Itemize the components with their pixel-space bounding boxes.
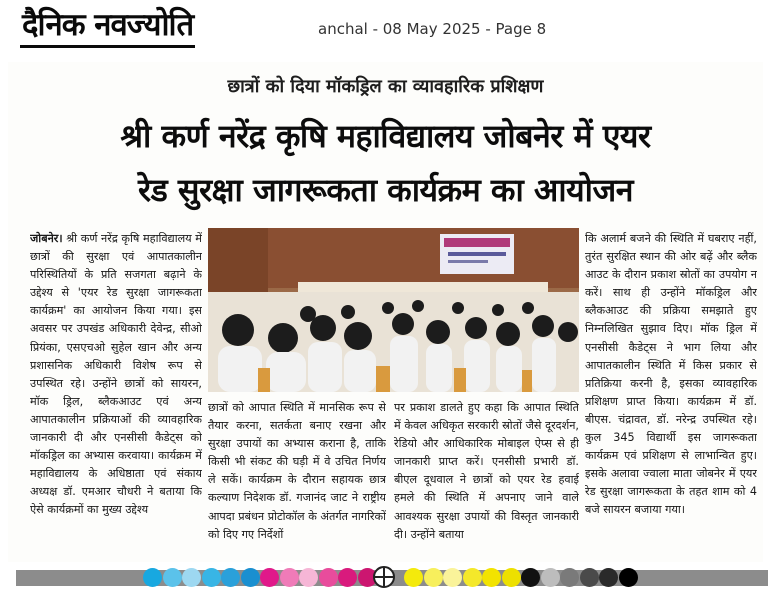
article-column-3: पर प्रकाश डालते हुए कहा कि आपात स्थिति में केवल अधिकृत सरकारी स्रोतों जैसे दूरदर्शन, रेडियो और आधिकारिक मोबाइल ऐप्स से ही जानकारी प्राप्त करें। एनसीसी प्रभारी डॉ. बीएल दूधवाल ने छात्रों को एयर रेड हवाई हमले की स्थिति में अपनाए जाने वाले आवश्यक सुरक्षा उपायों की विस्तृत जानकारी दी। उन्होंने बताया: [394, 401, 579, 541]
calibration-dot: [221, 568, 240, 587]
calibration-dot: [424, 568, 443, 587]
calibration-dot: [502, 568, 521, 587]
edition-label: anchal - 08 May 2025 - Page 8: [318, 20, 547, 38]
auditorium-photo-graphic: [208, 228, 579, 392]
calibration-dot: [163, 568, 182, 587]
calibration-dot: [319, 568, 338, 587]
newspaper-logo: दैनिक नवज्योति: [20, 5, 195, 48]
calibration-dot: [338, 568, 357, 587]
article-photo: [208, 228, 579, 392]
calibration-dot: [521, 568, 540, 587]
calibration-dot: [560, 568, 579, 587]
headline-line-1: श्री कर्ण नरेंद्र कृषि महाविद्यालय जोबनेर में एयर: [120, 117, 651, 155]
calibration-dot: [580, 568, 599, 587]
color-calibration-bar: [0, 562, 768, 615]
calibration-dot: [443, 568, 462, 587]
calibration-dot: [482, 568, 501, 587]
article-kicker: छात्रों को दिया मॉकड्रिल का व्यावहारिक प्रशिक्षण: [227, 76, 544, 97]
calibration-dot: [541, 568, 560, 587]
calibration-dot: [260, 568, 279, 587]
headline-line-2: रेड सुरक्षा जागरूकता कार्यक्रम का आयोजन: [138, 171, 633, 209]
column-1-text: श्री कर्ण नरेंद्र कृषि महाविद्यालय में छात्रों की सुरक्षा एवं आपातकालीन परिस्थितियों के प्रति सजगता बढ़ाने के उद्देश्य से 'एयर रेड सुरक्षा जागरूकता कार्यक्रम' का आयोजन किया गया। इस अवसर पर उपखंड अधिकारी देवेन्द्र, सीओ प्रियंका, एसएचओ सुहेल खान और अन्य प्रशासनिक अधिकारी विशेष रूप से उपस्थित रहे। उन्होंने छात्रों को सायरन, मॉक ड्रिल, ब्लैकआउट एवं अन्य आपातकालीन प्रक्रियाओं की व्यावहारिक जानकारी दी और एनसीसी कैडेट्स को मॉकड्रिल का अभ्यास करवाया। कार्यक्रम में महाविद्यालय के अधिष्ठाता एवं संकाय अध्यक्ष डॉ. एमआर चौधरी ने बताया कि ऐसे कार्यक्रमों का मुख्य उद्देश्य: [30, 232, 202, 517]
article-column-4: कि अलार्म बजने की स्थिति में घबराए नहीं, तुरंत सुरक्षित स्थान की ओर बढ़ें और ब्लैक आउट के दौरान प्रकाश स्रोतों का उपयोग न करें। साथ ही उन्होंने मॉकड्रिल और ब्लैकआउट की प्रक्रिया समझाते हुए निम्नलिखित सुझाव दिए। मॉक ड्रिल में एनसीसी कैडेट्स ने भाग लिया और आपातकालीन स्थिति में किस प्रकार से प्रतिक्रिया करनी है, इसका व्यावहारिक प्रशिक्षण प्राप्त किया। कार्यक्रम में डॉ. बीएस. चंद्रावत, डॉ. नरेन्द्र उपस्थित रहे। कुल 345 विद्यार्थी इस जागरूकता कार्यक्रम एवं प्रशिक्षण से लाभान्वित हुए। इसके अलावा ज्वाला माता जोबनेर में एयर रेड सुरक्षा जागरूकता के तहत शाम को 4 बजे सायरन बजाया गया।: [585, 232, 757, 517]
calibration-dot: [299, 568, 318, 587]
article-column-1: [30, 230, 202, 562]
calibration-dot: [143, 568, 162, 587]
calibration-dot: [241, 568, 260, 587]
masthead: [0, 0, 768, 56]
calibration-dot: [619, 568, 638, 587]
dateline: जोबनेर।: [30, 232, 63, 245]
newspaper-page: [8, 62, 763, 562]
calibration-dot: [280, 568, 299, 587]
calibration-dot: [202, 568, 221, 587]
registration-mark-icon: [373, 566, 395, 588]
calibration-dot: [599, 568, 618, 587]
calibration-dot: [463, 568, 482, 587]
article-column-2: छात्रों को आपात स्थिति में मानसिक रूप से तैयार करना, सतर्कता बनाए रखना और सुरक्षा उपायों का अभ्यास कराना है, ताकि किसी भी संकट की घड़ी में वे उचित निर्णय ले सकें। कार्यक्रम के दौरान सहायक छात्र कल्याण निदेशक डॉ. गजानंद जाट ने राष्ट्रीय आपदा प्रबंधन प्रोटोकॉल के अंतर्गत नागरिकों को दिए गए निर्देशों: [208, 401, 386, 541]
calibration-dot: [182, 568, 201, 587]
calibration-dot: [404, 568, 423, 587]
